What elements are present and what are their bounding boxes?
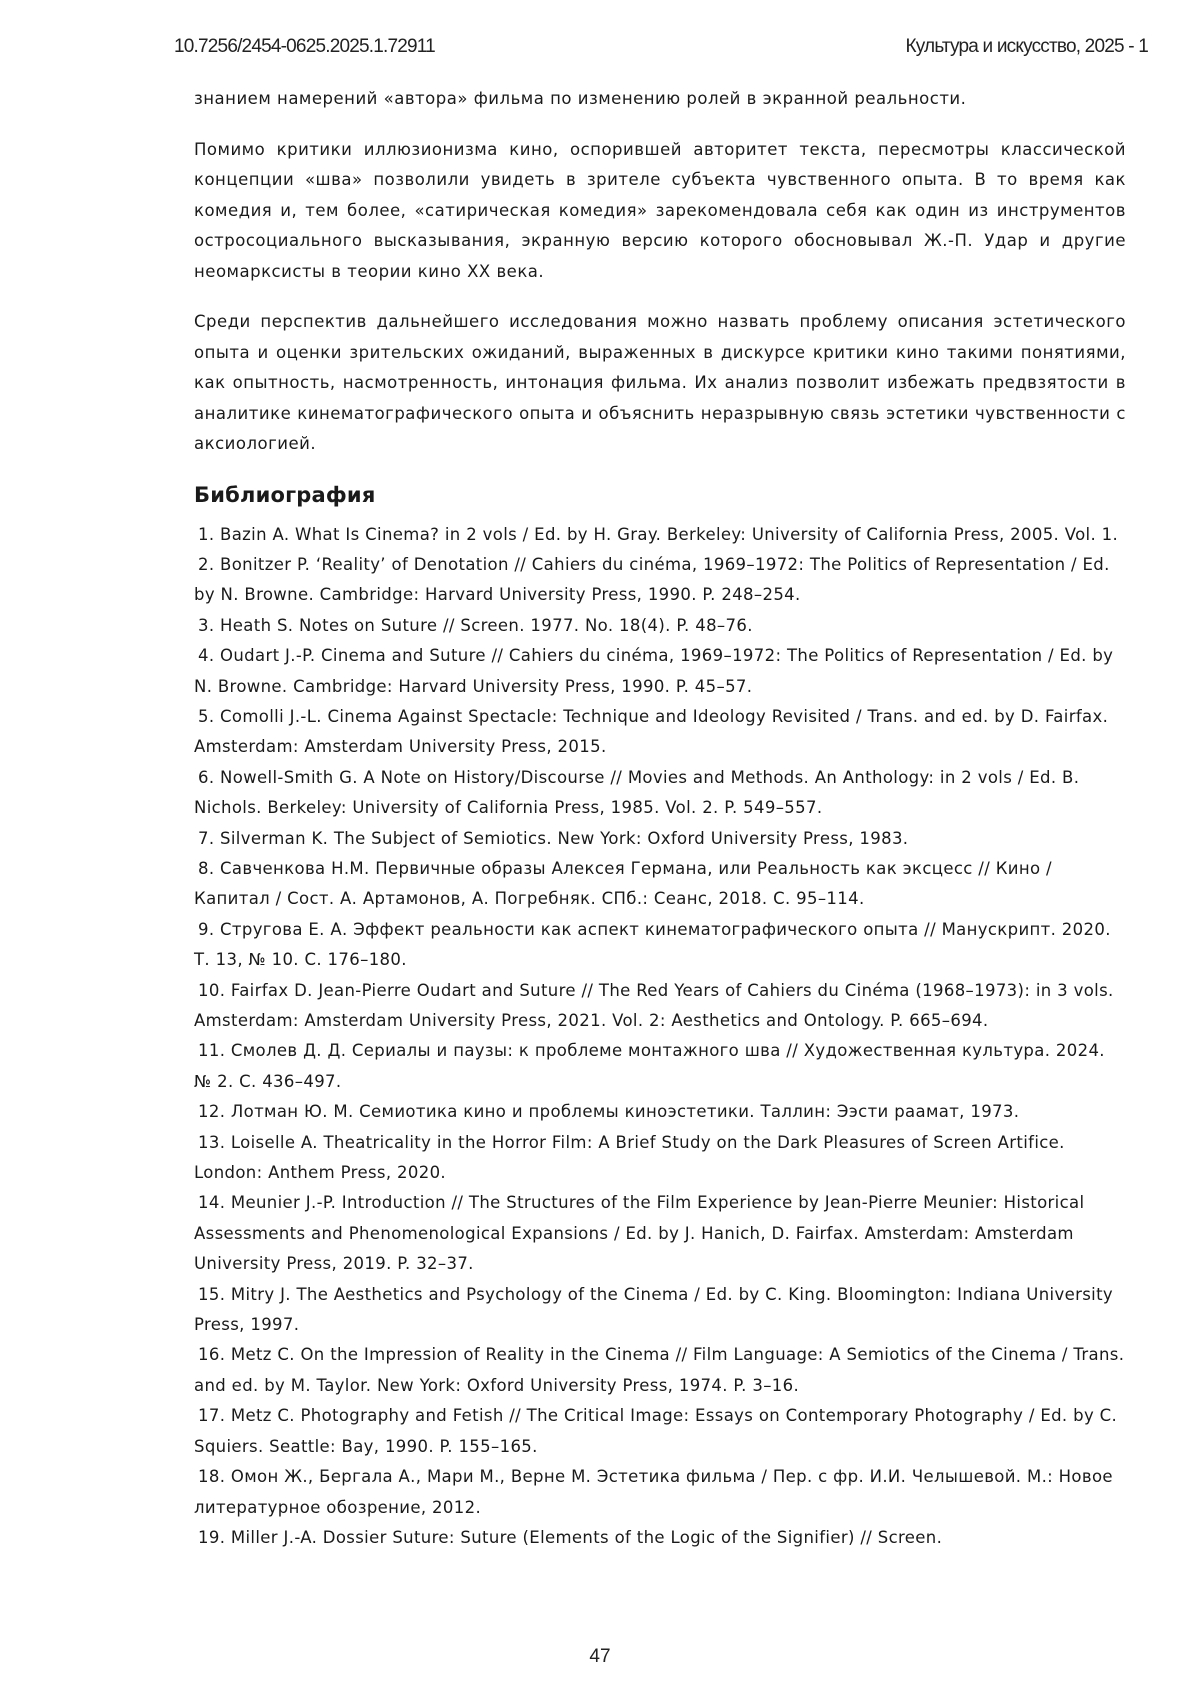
reference-item: 18. Омон Ж., Бергала А., Мари М., Верне М. Эстетика фильма / Пер. с фр. И.И. Челышевой. М.: Новое литературное обозрение, 2012.	[194, 1467, 1113, 1517]
reference-item: 2. Bonitzer P. ‘Reality’ of Denotation // Cahiers du cinéma, 1969–1972: The Politics of Representation / Ed. by N. Browne. Cambridge: Harvard University Press, 1990. P. 248–254.	[194, 554, 1110, 605]
reference-item: 19. Miller J.-A. Dossier Suture: Suture (Elements of the Logic of the Signifier) // Screen.	[198, 1527, 943, 1547]
journal-title: Культура и искусство, 2025 - 1	[905, 36, 1148, 57]
reference-item: 14. Meunier J.-P. Introduction // The Structures of the Film Experience by Jean-Pierre Meunier: Historical Assessments and Phenomenological Expansions / Ed. by J. Hanich, D. Fairfax. Amsterdam: Amsterdam University Press, 2019. P. 32–37.	[194, 1193, 1085, 1274]
body-paragraph-2: Помимо критики иллюзионизма кино, оспорившей авторитет текста, пересмотры классической концепции «шва» позволили увидеть в зрителе субъекта чувственного опыта. В то время как комедия и, тем более, «сатирическая комедия» зарекомендовала себя как один из инструментов остросоциального высказывания, экранную версию которого обосновывал Ж.-П. Удар и другие неомарксисты в теории кино XX века.	[194, 139, 1126, 281]
reference-item: 12. Лотман Ю. М. Семиотика кино и проблемы киноэстетики. Таллин: Ээсти раамат, 1973.	[198, 1102, 1020, 1122]
reference-item: 15. Mitry J. The Aesthetics and Psychology of the Cinema / Ed. by C. King. Bloomington: Indiana University Press, 1997.	[194, 1284, 1114, 1335]
reference-item: 1. Bazin A. What Is Cinema? in 2 vols / Ed. by H. Gray. Berkeley: University of California Press, 2005. Vol. 1.	[198, 524, 1119, 544]
page-body	[194, 84, 1126, 1553]
reference-item: 4. Oudart J.-P. Cinema and Suture // Cahiers du cinéma, 1969–1972: The Politics of Representation / Ed. by N. Browne. Cambridge: Harvard University Press, 1990. P. 45–57.	[194, 646, 1114, 696]
article-doi: 10.7256/2454-0625.2025.1.72911	[174, 36, 435, 57]
reference-item: 10. Fairfax D. Jean-Pierre Oudart and Suture // The Red Years of Cahiers du Cinéma (1968–1973): in 3 vols. Amsterdam: Amsterdam University Press, 2021. Vol. 2: Aesthetics and Ontology. P. 665–694.	[194, 980, 1114, 1030]
reference-item: 13. Loiselle A. Theatricality in the Horror Film: A Brief Study on the Dark Pleasures of Screen Artifice. London: Anthem Press, 2020.	[194, 1132, 1065, 1183]
bibliography-list	[194, 520, 1126, 1554]
reference-item: 17. Metz C. Photography and Fetish // The Critical Image: Essays on Contemporary Photography / Ed. by C. Squiers. Seattle: Bay, 1990. P. 155–165.	[194, 1406, 1118, 1456]
body-paragraph-3: Среди перспектив дальнейшего исследования можно назвать проблему описания эстетического опыта и оценки зрительских ожиданий, выраженных в дискурсе критики кино такими понятиями, как опытность, насмотренность, интонация фильма. Их анализ позволит избежать предвзятости в аналитике кинематографического опыта и объяснить неразрывную связь эстетики чувственности с аксиологией.	[194, 312, 1126, 453]
reference-item: 7. Silverman K. The Subject of Semiotics. New York: Oxford University Press, 1983.	[198, 828, 909, 848]
page-number: 47	[589, 1646, 611, 1667]
reference-item: 8. Савченкова Н.М. Первичные образы Алексея Германа, или Реальность как эксцесс // Кино / Капитал / Сост. А. Артамонов, А. Погребняк. СПб.: Сеанс, 2018. С. 95–114.	[194, 858, 1052, 909]
reference-item: 11. Смолев Д. Д. Сериалы и паузы: к проблеме монтажного шва // Художественная культура. 2024. № 2. С. 436–497.	[194, 1041, 1105, 1091]
reference-item: 16. Metz C. On the Impression of Reality in the Cinema // Film Language: A Semiotics of the Cinema / Trans. and ed. by M. Taylor. New York: Oxford University Press, 1974. P. 3–16.	[194, 1345, 1125, 1395]
body-paragraph-1: знанием намерений «автора» фильма по изменению ролей в экранной реальности.	[194, 89, 967, 108]
running-head	[174, 36, 1148, 60]
reference-item: 6. Nowell-Smith G. A Note on History/Discourse // Movies and Methods. An Anthology: in 2 vols / Ed. B. Nichols. Berkeley: University of California Press, 1985. Vol. 2. P. 549–557.	[194, 767, 1080, 818]
reference-item: 9. Стругова Е. А. Эффект реальности как аспект кинематографического опыта // Манускрипт. 2020. Т. 13, № 10. С. 176–180.	[194, 919, 1111, 970]
reference-item: 3. Heath S. Notes on Suture // Screen. 1977. No. 18(4). P. 48–76.	[198, 615, 753, 635]
reference-item: 5. Comolli J.-L. Cinema Against Spectacle: Technique and Ideology Revisited / Trans. and ed. by D. Fairfax. Amsterdam: Amsterdam University Press, 2015.	[194, 706, 1109, 757]
bibliography-heading: Библиография	[194, 482, 376, 507]
